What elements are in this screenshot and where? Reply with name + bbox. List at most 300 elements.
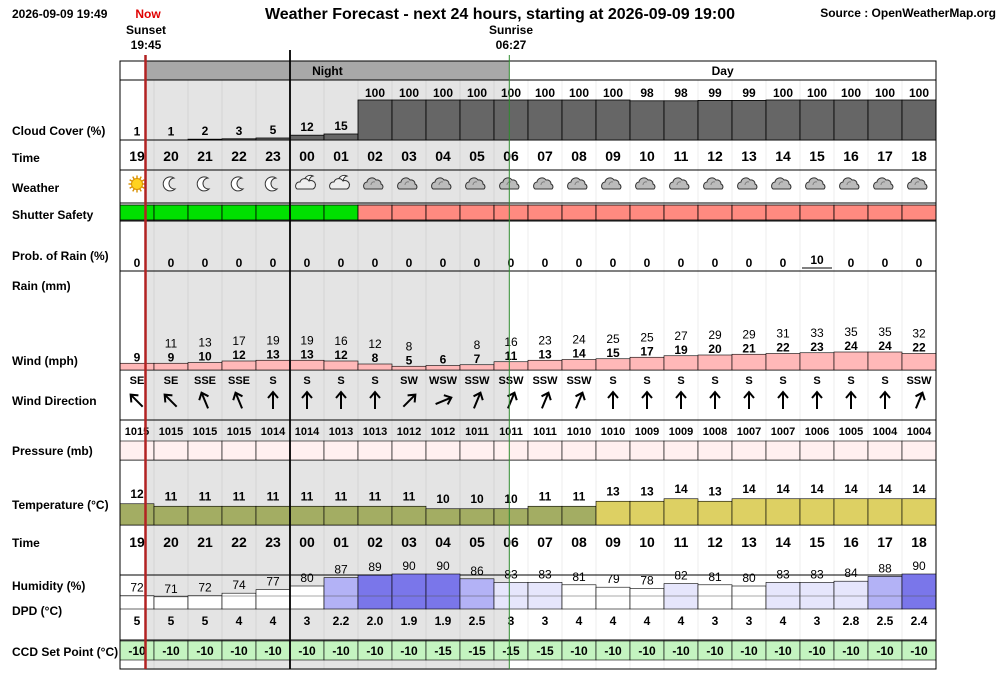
dpd-value: 3 xyxy=(745,614,753,628)
wind-gust-value: 31 xyxy=(776,326,790,341)
safety-unsafe xyxy=(358,205,392,220)
hour-label: 03 xyxy=(401,534,417,550)
row-label-time2: Time xyxy=(12,536,40,550)
hour-label: 21 xyxy=(197,148,213,164)
row-label-humidity: Humidity (%) xyxy=(12,579,86,593)
wind-bar xyxy=(698,355,732,370)
temperature-value: 14 xyxy=(810,481,824,496)
cloud-value: 99 xyxy=(742,86,756,100)
hour-label: 09 xyxy=(605,148,621,164)
cloud-icon xyxy=(602,178,621,189)
temperature-value: 14 xyxy=(878,481,892,496)
hour-label: 18 xyxy=(911,148,927,164)
rain-prob-value: 0 xyxy=(201,256,209,270)
pressure-bar xyxy=(902,441,936,460)
wind-bar xyxy=(732,354,766,370)
rain-prob-value: 0 xyxy=(541,256,549,270)
wind-arrow-icon xyxy=(127,391,146,410)
wind-gust-value: 27 xyxy=(674,328,688,343)
sunrise-label: Sunrise xyxy=(488,23,534,37)
humidity-bar xyxy=(290,586,324,609)
pressure-bar xyxy=(732,441,766,460)
wind-dir-value: S xyxy=(269,375,277,387)
cloud-icon xyxy=(738,178,757,189)
humidity-bar xyxy=(256,590,290,609)
row-label-cloud-cover: Cloud Cover (%) xyxy=(12,124,106,138)
wind-gust-value: 35 xyxy=(878,325,892,339)
temperature-bar xyxy=(426,509,460,525)
hour-label: 22 xyxy=(231,148,247,164)
rain-prob-value: 0 xyxy=(133,256,141,270)
safety-safe xyxy=(256,205,290,220)
cloud-bar xyxy=(766,100,800,140)
wind-speed-value: 13 xyxy=(300,347,314,362)
wind-gust-value: 29 xyxy=(708,328,722,342)
temperature-value: 11 xyxy=(266,489,280,504)
wind-gust-value: 8 xyxy=(405,339,413,354)
cloud-bar xyxy=(834,100,868,140)
temperature-value: 10 xyxy=(470,491,484,506)
dpd-value: 1.9 xyxy=(434,614,452,628)
pressure-bar xyxy=(324,441,358,460)
rain-prob-value: 0 xyxy=(575,256,583,270)
wind-speed-value: 22 xyxy=(776,340,790,355)
wind-bar xyxy=(154,363,188,370)
wind-bar xyxy=(188,363,222,371)
cloud-value: 99 xyxy=(708,86,722,100)
pressure-value: 1015 xyxy=(124,426,150,438)
pressure-bar xyxy=(766,441,800,460)
humidity-value: 89 xyxy=(368,560,382,575)
cloud-value: 100 xyxy=(466,86,488,100)
temperature-bar xyxy=(800,499,834,525)
wind-dir-value: SSE xyxy=(227,375,251,387)
humidity-value: 90 xyxy=(912,559,926,573)
wind-dir-value: S xyxy=(643,375,651,387)
wind-speed-value: 24 xyxy=(878,339,892,353)
pressure-bar xyxy=(834,441,868,460)
ccd-value: -10 xyxy=(332,644,350,658)
cloud-value: 12 xyxy=(300,120,314,135)
humidity-bar xyxy=(698,585,732,609)
wind-gust-value: 25 xyxy=(640,330,654,345)
temperature-bar xyxy=(324,506,358,525)
rain-prob-value: 0 xyxy=(779,256,787,270)
cloud-bar xyxy=(596,100,630,140)
hour-label: 07 xyxy=(537,148,553,164)
pressure-bar xyxy=(222,441,256,460)
ccd-value: -10 xyxy=(162,644,180,658)
cloud-bar xyxy=(902,100,936,140)
wind-gust-value: 19 xyxy=(300,333,314,348)
cloud-bar xyxy=(494,100,528,140)
wind-speed-value: 10 xyxy=(198,349,212,364)
hour-label: 08 xyxy=(571,534,587,550)
safety-unsafe xyxy=(528,205,562,220)
wind-bar xyxy=(596,359,630,370)
cloud-bar xyxy=(290,135,324,140)
humidity-bar xyxy=(868,576,902,609)
page-title: Weather Forecast - next 24 hours, starting at 2026-09-09 19:00 xyxy=(264,6,736,23)
wind-speed-value: 13 xyxy=(266,347,280,362)
hour-label: 05 xyxy=(469,534,485,550)
cloud-icon xyxy=(636,178,655,189)
temperature-value: 11 xyxy=(538,489,552,504)
safety-safe xyxy=(222,205,256,220)
hour-label: 11 xyxy=(673,148,689,164)
hour-label: 17 xyxy=(877,534,893,550)
humidity-value: 88 xyxy=(878,561,892,576)
safety-unsafe xyxy=(460,205,494,220)
day-label: Day xyxy=(711,64,734,78)
rain-prob-value: 0 xyxy=(235,256,243,270)
ccd-value: -15 xyxy=(468,644,486,658)
dpd-value: 4 xyxy=(235,614,243,628)
humidity-value: 80 xyxy=(742,571,756,585)
humidity-value: 72 xyxy=(130,580,144,595)
temperature-value: 11 xyxy=(572,489,586,504)
pressure-value: 1007 xyxy=(770,426,796,438)
wind-gust-value: 8 xyxy=(473,337,481,352)
ccd-value: -10 xyxy=(570,644,588,658)
cloud-value: 5 xyxy=(269,123,277,137)
temperature-value: 11 xyxy=(334,489,348,504)
safety-unsafe xyxy=(698,205,732,220)
hour-label: 23 xyxy=(265,534,281,550)
wind-speed-value: 19 xyxy=(674,342,688,357)
cloud-icon xyxy=(670,178,689,189)
humidity-value: 74 xyxy=(232,578,246,593)
wind-gust-value: 29 xyxy=(742,327,756,342)
humidity-value: 71 xyxy=(164,581,178,596)
wind-dir-value: S xyxy=(371,375,379,387)
pressure-value: 1014 xyxy=(294,426,320,438)
dpd-value: 2.5 xyxy=(468,614,486,628)
wind-dir-value: S xyxy=(779,375,787,387)
hour-label: 03 xyxy=(401,148,417,164)
ccd-value: -15 xyxy=(434,644,452,658)
wind-dir-value: WSW xyxy=(428,375,458,387)
temperature-bar xyxy=(460,509,494,525)
temperature-value: 13 xyxy=(606,484,620,499)
wind-gust-value: 25 xyxy=(606,331,620,346)
wind-arrow-icon xyxy=(846,392,856,409)
wind-gust-value: 11 xyxy=(164,336,178,351)
hour-label: 04 xyxy=(435,148,451,164)
cloud-shape xyxy=(636,178,655,189)
ccd-value: -10 xyxy=(366,644,384,658)
humidity-bar xyxy=(324,578,358,609)
wind-bar xyxy=(290,360,324,370)
ccd-value: -10 xyxy=(128,644,146,658)
safety-unsafe xyxy=(868,205,902,220)
hour-label: 13 xyxy=(741,534,757,550)
cloud-value: 2 xyxy=(201,124,209,139)
dpd-value: 3 xyxy=(507,614,515,628)
temperature-bar xyxy=(698,501,732,525)
safety-safe xyxy=(324,205,358,220)
wind-bar xyxy=(902,354,936,371)
wind-bar xyxy=(494,362,528,370)
night-label: Night xyxy=(312,64,343,78)
wind-dir-value: SE xyxy=(163,375,179,387)
rain-prob-value: 0 xyxy=(337,256,345,270)
humidity-value: 84 xyxy=(844,566,858,581)
pressure-value: 1011 xyxy=(465,426,489,438)
dpd-value: 3 xyxy=(541,614,549,628)
cloud-bar xyxy=(698,100,732,140)
sunset-label: Sunset xyxy=(125,23,167,37)
cloud-bar xyxy=(358,100,392,140)
pressure-bar xyxy=(120,441,154,460)
pressure-bar xyxy=(562,441,596,460)
hour-label: 14 xyxy=(775,148,791,164)
hour-label: 00 xyxy=(299,148,315,164)
cloud-shape xyxy=(908,178,927,189)
pressure-value: 1004 xyxy=(906,426,932,438)
rain-prob-value: 0 xyxy=(303,256,311,270)
humidity-value: 87 xyxy=(334,562,348,577)
hour-label: 14 xyxy=(775,534,791,550)
ccd-value: -10 xyxy=(842,644,860,658)
rain-prob-value: 0 xyxy=(507,256,515,270)
pressure-bar xyxy=(664,441,698,460)
wind-dir-value: S xyxy=(609,375,617,387)
rain-prob-value: 0 xyxy=(677,256,685,270)
humidity-value: 77 xyxy=(266,574,280,589)
hour-label: 19 xyxy=(129,148,145,164)
wind-gust-value: 23 xyxy=(538,333,552,348)
hour-label: 17 xyxy=(877,148,893,164)
wind-gust-value: 33 xyxy=(810,325,824,340)
ccd-value: -10 xyxy=(264,644,282,658)
pressure-value: 1010 xyxy=(600,426,626,438)
wind-dir-value: SSW xyxy=(464,375,490,387)
cloud-icon xyxy=(806,178,825,189)
wind-dir-value: SSW xyxy=(532,375,558,387)
cloud-value: 3 xyxy=(235,123,243,138)
cloud-shape xyxy=(772,178,791,189)
humidity-bar xyxy=(562,585,596,609)
pressure-bar xyxy=(528,441,562,460)
wind-arrow-icon xyxy=(571,391,587,411)
dpd-value: 1.9 xyxy=(400,614,418,628)
cloud-bar xyxy=(732,100,766,140)
cloud-value: 100 xyxy=(398,86,420,100)
temperature-value: 13 xyxy=(708,484,722,499)
cloud-shape xyxy=(874,178,893,189)
hour-label: 02 xyxy=(367,148,383,164)
hour-label: 16 xyxy=(843,148,859,164)
row-label-dpd: DPD (°C) xyxy=(12,604,63,618)
humidity-bar xyxy=(834,581,868,609)
wind-bar xyxy=(528,360,562,370)
humidity-bar xyxy=(732,586,766,609)
pressure-value: 1012 xyxy=(430,426,456,438)
safety-safe xyxy=(188,205,222,220)
pressure-value: 1007 xyxy=(736,426,762,438)
temperature-value: 11 xyxy=(198,489,212,504)
ccd-value: -10 xyxy=(706,644,724,658)
rain-prob-value: 0 xyxy=(745,256,753,270)
rain-prob-value: 0 xyxy=(473,256,481,270)
hour-label: 09 xyxy=(605,534,621,550)
safety-safe xyxy=(290,205,324,220)
dpd-value: 4 xyxy=(779,614,787,628)
safety-unsafe xyxy=(902,205,936,220)
wind-gust-value: 13 xyxy=(198,335,212,350)
wind-speed-value: 6 xyxy=(439,352,447,367)
row-label-pressure: Pressure (mb) xyxy=(12,444,93,458)
dpd-value: 5 xyxy=(201,614,209,628)
pressure-bar xyxy=(460,441,494,460)
wind-dir-value: SSE xyxy=(193,375,217,387)
ccd-value: -10 xyxy=(638,644,656,658)
sunrise-time: 06:27 xyxy=(495,38,527,52)
safety-unsafe xyxy=(426,205,460,220)
dpd-value: 2.5 xyxy=(876,614,894,628)
safety-safe xyxy=(120,205,154,220)
humidity-value: 83 xyxy=(776,567,790,582)
pressure-bar xyxy=(392,441,426,460)
row-label-shutter-safety: Shutter Safety xyxy=(12,208,94,222)
cloud-value: 100 xyxy=(500,86,522,100)
wind-arrow-icon xyxy=(880,392,890,409)
ccd-value: -10 xyxy=(400,644,418,658)
wind-gust-value: 16 xyxy=(504,334,518,349)
pressure-value: 1015 xyxy=(158,426,184,438)
rain-prob-value: 0 xyxy=(915,256,923,270)
wind-speed-value: 21 xyxy=(742,341,756,356)
cloud-shape xyxy=(602,178,621,189)
source-label: Source : OpenWeatherMap.org xyxy=(820,6,996,20)
arrow-shaft xyxy=(131,395,142,406)
humidity-value: 83 xyxy=(504,567,518,582)
hour-label: 20 xyxy=(163,534,179,550)
hour-label: 04 xyxy=(435,534,451,550)
hour-label: 13 xyxy=(741,148,757,164)
ccd-value: -15 xyxy=(502,644,520,658)
humidity-value: 78 xyxy=(640,573,654,588)
wind-arrow-icon xyxy=(642,392,652,409)
temperature-value: 11 xyxy=(232,489,246,504)
cloud-value: 100 xyxy=(840,86,862,100)
pressure-value: 1009 xyxy=(634,426,660,438)
hour-label: 02 xyxy=(367,534,383,550)
wind-speed-value: 12 xyxy=(232,348,246,362)
temperature-value: 11 xyxy=(164,489,178,504)
safety-unsafe xyxy=(596,205,630,220)
sun-icon xyxy=(129,176,146,193)
wind-speed-value: 24 xyxy=(844,339,858,353)
cloud-bar xyxy=(426,100,460,140)
cloud-value: 100 xyxy=(432,86,454,100)
pressure-bar xyxy=(188,441,222,460)
temperature-bar xyxy=(256,506,290,525)
temperature-bar xyxy=(290,506,324,525)
cloud-shape xyxy=(568,178,587,189)
safety-unsafe xyxy=(630,205,664,220)
safety-unsafe xyxy=(834,205,868,220)
wind-speed-value: 22 xyxy=(912,340,926,355)
humidity-bar xyxy=(902,574,936,609)
dpd-value: 2.8 xyxy=(842,614,860,628)
pressure-bar xyxy=(868,441,902,460)
pressure-value: 1006 xyxy=(804,426,830,438)
ccd-value: -10 xyxy=(740,644,758,658)
humidity-value: 90 xyxy=(436,559,450,573)
pressure-bar xyxy=(800,441,834,460)
temperature-value: 11 xyxy=(300,489,314,504)
rain-prob-value: 0 xyxy=(269,256,277,270)
ccd-value: -10 xyxy=(774,644,792,658)
temperature-value: 10 xyxy=(504,491,518,506)
hour-label: 11 xyxy=(673,534,689,550)
cloud-bar xyxy=(800,100,834,140)
temperature-bar xyxy=(392,506,426,525)
pressure-value: 1009 xyxy=(668,426,694,438)
temperature-value: 11 xyxy=(368,489,382,504)
humidity-bar xyxy=(154,597,188,609)
dpd-value: 5 xyxy=(167,614,175,628)
cloud-icon xyxy=(874,178,893,189)
humidity-bar xyxy=(222,593,256,609)
wind-bar xyxy=(868,352,902,370)
safety-unsafe xyxy=(664,205,698,220)
pressure-value: 1014 xyxy=(260,426,286,438)
pressure-value: 1010 xyxy=(566,426,592,438)
ccd-value: -10 xyxy=(230,644,248,658)
wind-bar xyxy=(324,361,358,370)
cloud-icon xyxy=(534,178,553,189)
temperature-bar xyxy=(528,506,562,525)
wind-bar xyxy=(800,353,834,370)
rain-prob-value: 0 xyxy=(643,256,651,270)
ccd-value: -10 xyxy=(196,644,214,658)
humidity-value: 72 xyxy=(198,580,212,595)
hour-label: 00 xyxy=(299,534,315,550)
cloud-value: 100 xyxy=(364,86,386,100)
cloud-bar xyxy=(324,134,358,140)
pressure-bar xyxy=(358,441,392,460)
cloud-value: 100 xyxy=(908,86,930,100)
wind-gust-value: 12 xyxy=(368,337,382,351)
temperature-value: 10 xyxy=(436,491,450,506)
cloud-bar xyxy=(630,101,664,140)
rain-prob-value: 0 xyxy=(711,256,719,270)
sun-disc xyxy=(132,179,143,190)
wind-bar xyxy=(120,363,154,370)
safety-unsafe xyxy=(732,205,766,220)
dpd-value: 4 xyxy=(575,614,583,628)
cloud-icon xyxy=(840,178,859,189)
wind-dir-value: S xyxy=(677,375,685,387)
ccd-value: -10 xyxy=(672,644,690,658)
cloud-icon xyxy=(568,178,587,189)
wind-speed-value: 11 xyxy=(504,348,518,363)
pressure-bar xyxy=(154,441,188,460)
temperature-bar xyxy=(494,509,528,525)
cloud-shape xyxy=(806,178,825,189)
ccd-value: -10 xyxy=(604,644,622,658)
wind-arrow-icon xyxy=(911,391,927,411)
cloud-shape xyxy=(704,178,723,189)
pressure-bar xyxy=(256,441,290,460)
row-label-time: Time xyxy=(12,151,40,165)
temperature-value: 11 xyxy=(402,489,416,504)
wind-speed-value: 15 xyxy=(606,345,620,360)
hour-label: 15 xyxy=(809,148,825,164)
